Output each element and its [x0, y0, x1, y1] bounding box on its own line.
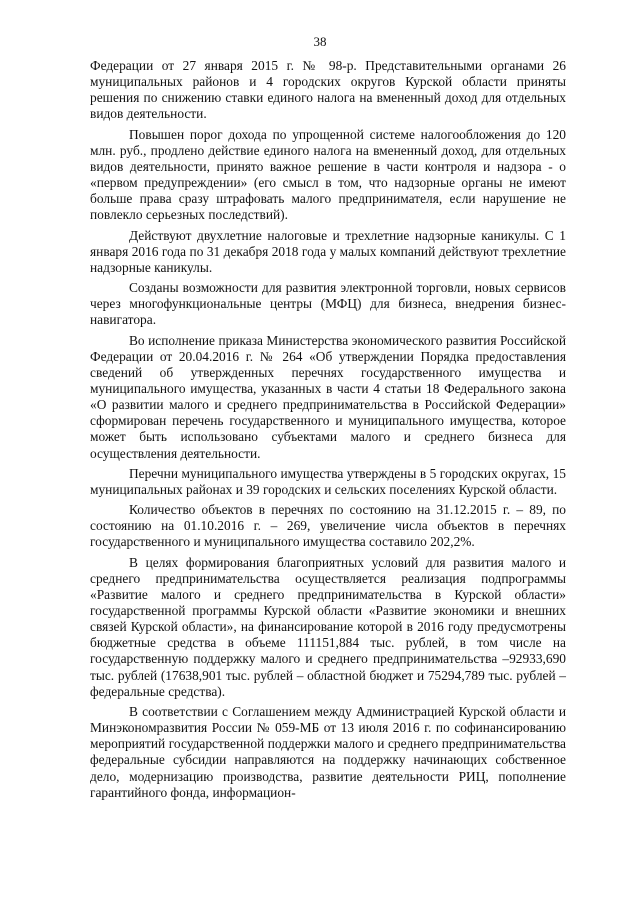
paragraph-6: Перечни муниципального имущества утверждены в 5 городских округах, 15 муниципальных районах и 39 городских и сельских поселениях Курской области.: [90, 465, 566, 497]
paragraph-9: В соответствии с Соглашением между Администрацией Курской области и Минэкономразвития России № 059-МБ от 13 июля 2016 г. по софинансированию мероприятий государственной поддержки малого и среднего предпринимательства федеральные субсидии направляются на поддержку начинающих собственное дело, модернизацию производства, развитие деятельности РИЦ, пополнение гарантийного фонда, информацион-: [90, 703, 566, 800]
paragraph-4: Созданы возможности для развития электронной торговли, новых сервисов через многофункциональные центры (МФЦ) для бизнеса, внедрения бизнес-навигатора.: [90, 280, 566, 328]
paragraph-5: Во исполнение приказа Министерства экономического развития Российской Федерации от 20.04.2016 г. № 264 «Об утверждении Порядка предоставления сведений об утвержденных перечнях государственного имущества и муниципального имущества, указанных в части 4 статьи 18 Федерального закона «О развитии малого и среднего предпринимательства в Российской Федерации» сформирован перечень государственного и муниципального имущества, которое может быть использовано субъектами малого и среднего бизнеса для осуществления деятельности.: [90, 332, 566, 461]
paragraph-7: Количество объектов в перечнях по состоянию на 31.12.2015 г. – 89, по состоянию на 01.10.2016 г. – 269, увеличение числа объектов в перечнях государственного и муниципального имущества составило 202,2%.: [90, 502, 566, 550]
page-number: 38: [313, 34, 327, 49]
paragraph-3: Действуют двухлетние налоговые и трехлетние надзорные каникулы. С 1 января 2016 года по 31 декабря 2018 года у малых компаний действуют трехлетние надзорные каникулы.: [90, 227, 566, 275]
document-body: [90, 58, 566, 805]
paragraph-2: Повышен порог дохода по упрощенной системе налогообложения до 120 млн. руб., продлено действие единого налога на вмененный доход, для отдельных видов деятельности, принято важное решение в части контроля и надзора - о «первом предупреждении» (его смысл в том, что надзорные органы не имеют больше права сразу штрафовать малого предпринимателя, если нарушение не повлекло серьезных последствий).: [90, 126, 566, 223]
paragraph-8: В целях формирования благоприятных условий для развития малого и среднего предпринимательства осуществляется реализация подпрограммы «Развитие малого и среднего предпринимательства в Курской области» государственной программы Курской области «Развитие экономики и внешних связей Курской области», на финансирование которой в 2016 году предусмотрены бюджетные средства в объеме 111151,884 тыс. рублей, в том числе на государственную поддержку малого и среднего предпринимательства –92933,690 тыс. рублей (17638,901 тыс. рублей – областной бюджет и 75294,789 тыс. рублей – федеральные средства).: [90, 554, 566, 699]
paragraph-1: Федерации от 27 января 2015 г. № 98-р. Представительными органами 26 муниципальных районов и 4 городских округов Курской области приняты решения по снижению ставки единого налога на вмененный доход для отдельных видов деятельности.: [90, 58, 566, 122]
